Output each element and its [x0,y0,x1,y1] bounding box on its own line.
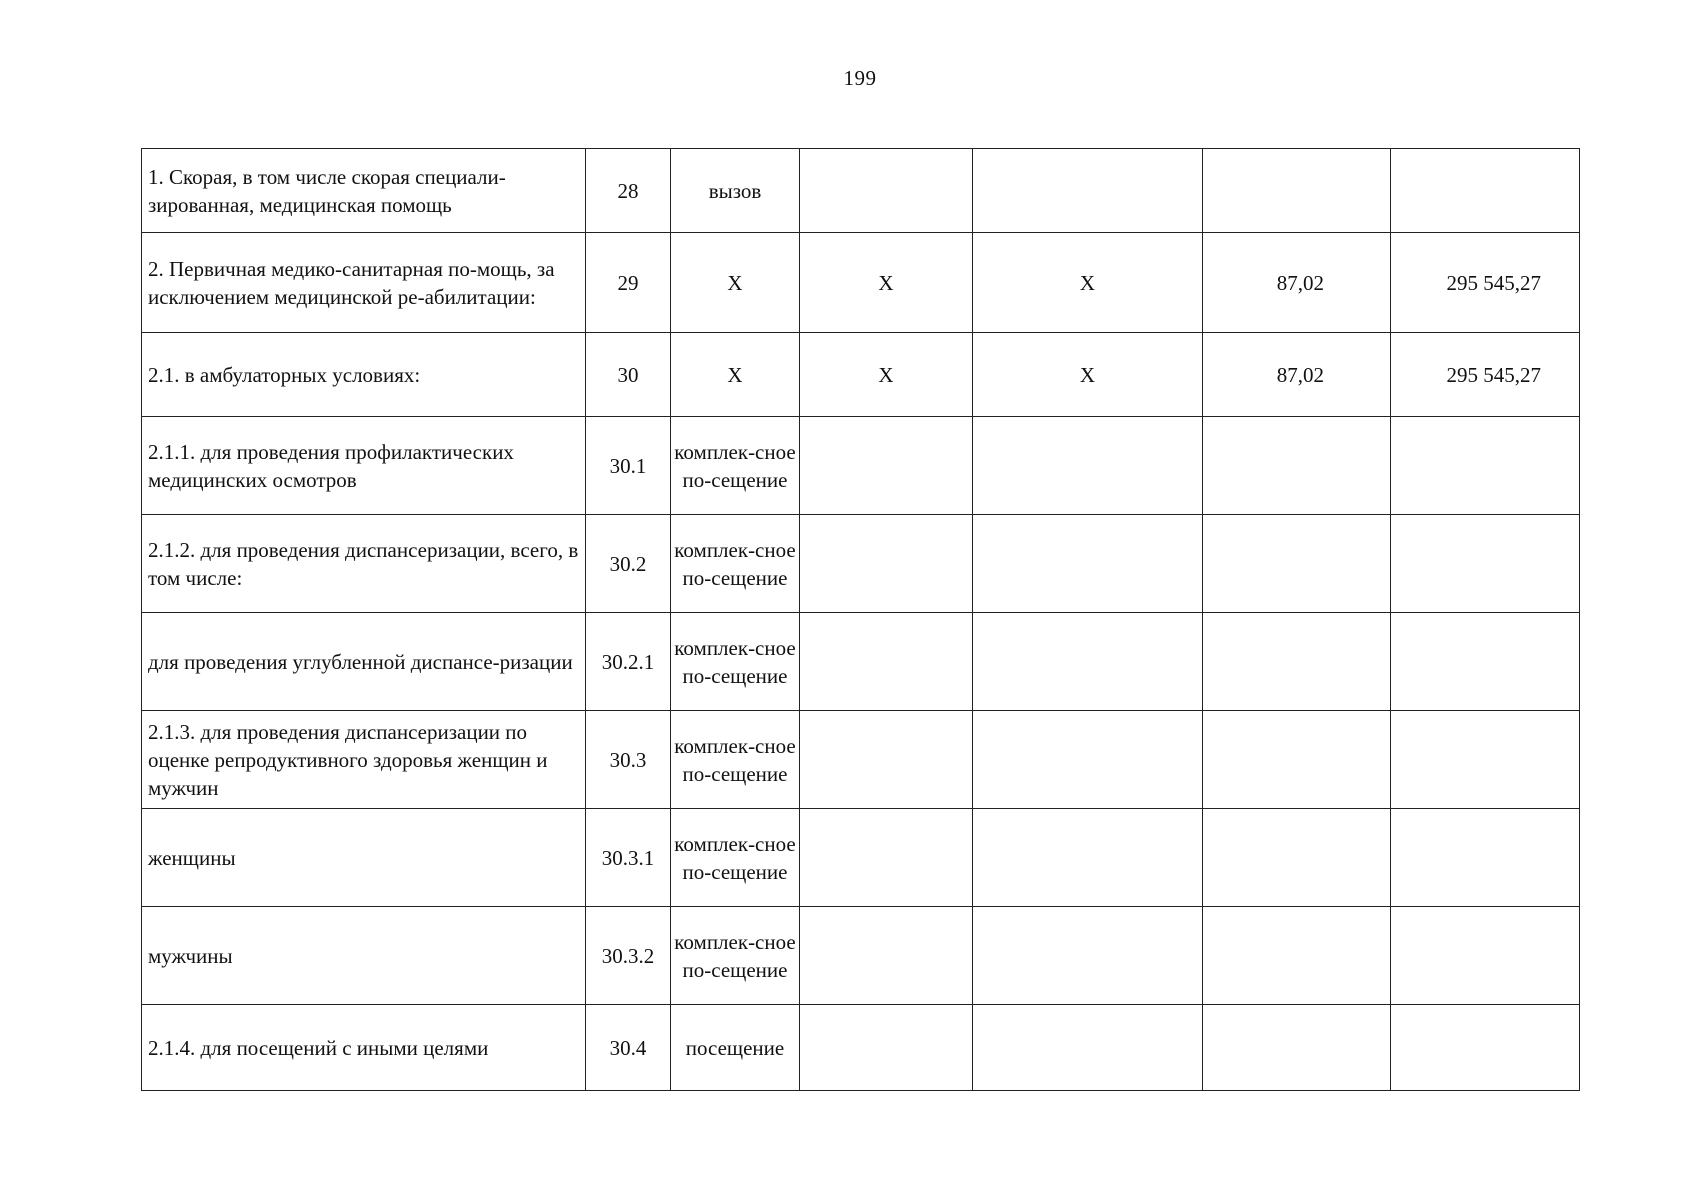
cell-col6 [1203,907,1391,1005]
cell-col7 [1391,809,1580,907]
cell-col5: X [973,233,1203,333]
row-unit: комплек-сное по-сещение [671,613,800,711]
cell-col4 [800,711,973,809]
cell-col4: X [800,333,973,417]
cell-col6 [1203,711,1391,809]
row-unit: X [671,333,800,417]
row-number: 30.4 [586,1005,671,1091]
table-row [142,907,1580,1005]
cell-col7 [1391,907,1580,1005]
row-number: 29 [586,233,671,333]
cell-col5 [973,515,1203,613]
row-number: 30.3 [586,711,671,809]
cell-col4 [800,809,973,907]
row-unit: комплек-сное по-сещение [671,515,800,613]
cell-col6 [1203,149,1391,233]
row-number: 30.3.2 [586,907,671,1005]
cell-col5 [973,613,1203,711]
cell-col5 [973,1005,1203,1091]
page-number: 199 [843,66,877,90]
row-number: 30.1 [586,417,671,515]
cell-col7 [1391,417,1580,515]
cell-col4 [800,417,973,515]
cell-col4 [800,149,973,233]
cell-col4 [800,1005,973,1091]
cell-col7 [1391,711,1580,809]
table-row [142,233,1580,333]
row-name: 2.1.4. для посещений с иными целями [142,1005,586,1091]
row-number: 30.3.1 [586,809,671,907]
row-unit: комплек-сное по-сещение [671,417,800,515]
row-unit: комплек-сное по-сещение [671,711,800,809]
table-row [142,149,1580,233]
row-name: женщины [142,809,586,907]
cell-col4 [800,613,973,711]
cell-col5: X [973,333,1203,417]
cell-col6 [1203,809,1391,907]
table-row [142,711,1580,809]
table-row [142,613,1580,711]
row-number: 30.2.1 [586,613,671,711]
cell-col6: 87,02 [1203,333,1391,417]
row-name: 2.1.1. для проведения профилактических медицинских осмотров [142,417,586,515]
cell-col4 [800,515,973,613]
table-row [142,417,1580,515]
row-unit: X [671,233,800,333]
row-name: 1. Скорая, в том числе скорая специали-зированная, медицинская помощь [142,149,586,233]
row-name: 2.1. в амбулаторных условиях: [142,333,586,417]
cell-col7 [1391,149,1580,233]
cell-col5 [973,149,1203,233]
cell-col6 [1203,1005,1391,1091]
row-unit: посещение [671,1005,800,1091]
cell-col6 [1203,417,1391,515]
cell-col7 [1391,515,1580,613]
table-row [142,515,1580,613]
cell-col5 [973,417,1203,515]
row-unit: комплек-сное по-сещение [671,809,800,907]
cell-col6: 87,02 [1203,233,1391,333]
row-name: мужчины [142,907,586,1005]
cell-col5 [973,907,1203,1005]
data-table [141,148,1580,1091]
row-number: 30 [586,333,671,417]
table-row [142,333,1580,417]
row-number: 30.2 [586,515,671,613]
table-row [142,1005,1580,1091]
cell-col6 [1203,613,1391,711]
cell-col4: X [800,233,973,333]
cell-col6 [1203,515,1391,613]
cell-col7: 295 545,27 [1391,333,1580,417]
cell-col7 [1391,1005,1580,1091]
row-number: 28 [586,149,671,233]
cell-col7 [1391,613,1580,711]
row-name: 2.1.3. для проведения диспансеризации по оценке репродуктивного здоровья женщин и мужчин [142,711,586,809]
row-unit: комплек-сное по-сещение [671,907,800,1005]
row-name: 2.1.2. для проведения диспансеризации, всего, в том числе: [142,515,586,613]
cell-col5 [973,711,1203,809]
table-row [142,809,1580,907]
cell-col4 [800,907,973,1005]
row-name: для проведения углубленной диспансе-ризации [142,613,586,711]
cell-col5 [973,809,1203,907]
cell-col7: 295 545,27 [1391,233,1580,333]
row-unit: вызов [671,149,800,233]
row-name: 2. Первичная медико-санитарная по-мощь, за исключением медицинской ре-абилитации: [142,233,586,333]
